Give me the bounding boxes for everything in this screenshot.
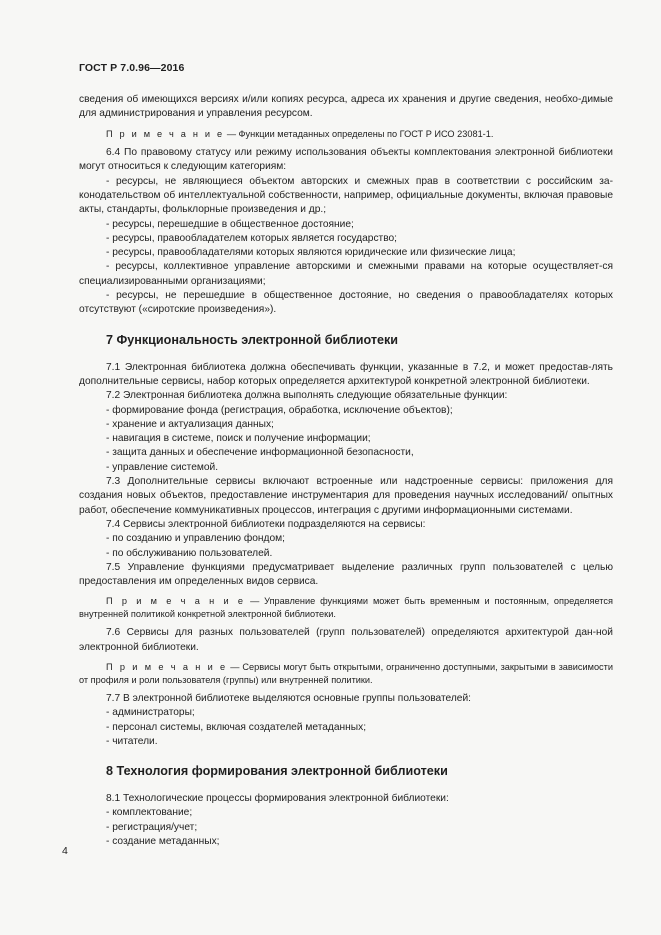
list-item: - комплектование;: [106, 807, 193, 819]
note-label: П р и м е ч а н и е: [106, 128, 225, 139]
list-item: - формирование фонда (регистрация, обработка, исключение объектов);: [106, 404, 453, 416]
clause-8-1: 8.1 Технологические процессы формирования электронной библиотеки:: [106, 793, 449, 805]
list-item: - управление системой.: [106, 461, 219, 473]
document-body: [79, 93, 613, 849]
list-item: - по обслуживанию пользователей.: [106, 547, 273, 559]
list-item: - ресурсы, перешедшие в общественное достояние;: [106, 218, 354, 230]
note: [79, 661, 613, 686]
clause-7-3: 7.3 Дополнительные сервисы включают встроенные или надстроенные сервисы: приложения для создания новых объектов, предоставление инструментария для проведения научных исследований/ опытных работ, обеспечение коммуникативных процессов, интеграция с другими информационными системами.: [79, 476, 613, 516]
section-7-heading: 7 Функциональность электронной библиотеки: [106, 332, 399, 347]
clause-7-1: 7.1 Электронная библиотека должна обеспечивать функции, указанные в 7.2, и может предостав-лять дополнительные сервисы, набор которых определяется архитектурой конкретной электронной библиотеки.: [79, 361, 613, 387]
note-label: П р и м е ч а н и е: [106, 662, 228, 672]
list-item: - читатели.: [106, 735, 158, 747]
note-text: — Сервисы могут быть открытыми, ограниченно доступными, закрытыми в зависимости от профиля и роли пользователя (группы) или внутренней политики.: [79, 662, 613, 685]
clause-7-4: 7.4 Сервисы электронной библиотеки подразделяются на сервисы:: [106, 518, 426, 530]
list-item: - ресурсы, правообладателем которых является государство;: [106, 232, 397, 244]
list-item: - хранение и актуализация данных;: [106, 418, 274, 430]
list-item: - защита данных и обеспечение информационной безопасности,: [106, 447, 414, 459]
clause-7-5: 7.5 Управление функциями предусматривает выделение различных групп пользователей с целью предоставления им определенных видов сервиса.: [79, 561, 613, 588]
note-text: — Управление функциями может быть временным и постоянным, определяется внутренней политикой конкретной электронной библиотеки.: [79, 596, 613, 619]
page-number: 4: [62, 845, 68, 857]
note-text: — Функции метаданных определены по ГОСТ Р ИСО 23081-1.: [224, 128, 494, 139]
note: [79, 128, 613, 141]
clause-7-6: 7.6 Сервисы для разных пользователей (групп пользователей) определяются архитектурой дан-ной электронной библиотеки.: [79, 627, 613, 653]
paragraph: сведения об имеющихся версиях и/или копиях ресурса, адреса их хранения и другие сведения, необхо-димые для администрирования и управления ресурсом.: [79, 94, 613, 120]
clause-6-4: 6.4 По правовому статусу или режиму использования объекты комплектования электронной библиотеки могут относиться к следующим категориям:: [79, 147, 613, 173]
list-item: - по созданию и управлению фондом;: [106, 533, 285, 545]
list-item: - ресурсы, коллективное управление авторскими и смежными правами на которые осуществляет-ся специализированными организациями;: [79, 261, 613, 287]
list-item: - персонал системы, включая создателей метаданных;: [106, 721, 367, 733]
list-item: - навигация в системе, поиск и получение информации;: [106, 433, 371, 445]
list-item: - ресурсы, не являющиеся объектом авторских и смежных прав в соответствии с российским за-конодательством об интеллектуальной собственности, например, официальные документы, включая правовые акты, стандарты, фольклорные произведения и др.;: [79, 175, 613, 216]
document-header: ГОСТ Р 7.0.96—2016: [79, 62, 185, 74]
section-8-heading: 8 Технология формирования электронной библиотеки: [106, 764, 448, 779]
note-label: П р и м е ч а н и е: [106, 596, 246, 607]
list-item: - администраторы;: [106, 707, 195, 719]
list-item: - регистрация/учет;: [106, 821, 198, 833]
list-item: - ресурсы, не перешедшие в общественное достояние, но сведения о правообладателях которых отсутствуют («сиротские произведения»).: [79, 290, 613, 316]
list-item: - создание метаданных;: [106, 836, 220, 848]
list-item: - ресурсы, правообладателями которых являются юридические или физические лица;: [106, 247, 516, 259]
clause-7-2: 7.2 Электронная библиотека должна выполнять следующие обязательные функции:: [106, 390, 508, 402]
clause-7-7: 7.7 В электронной библиотеке выделяются основные группы пользователей:: [106, 693, 471, 704]
note: [79, 595, 613, 620]
